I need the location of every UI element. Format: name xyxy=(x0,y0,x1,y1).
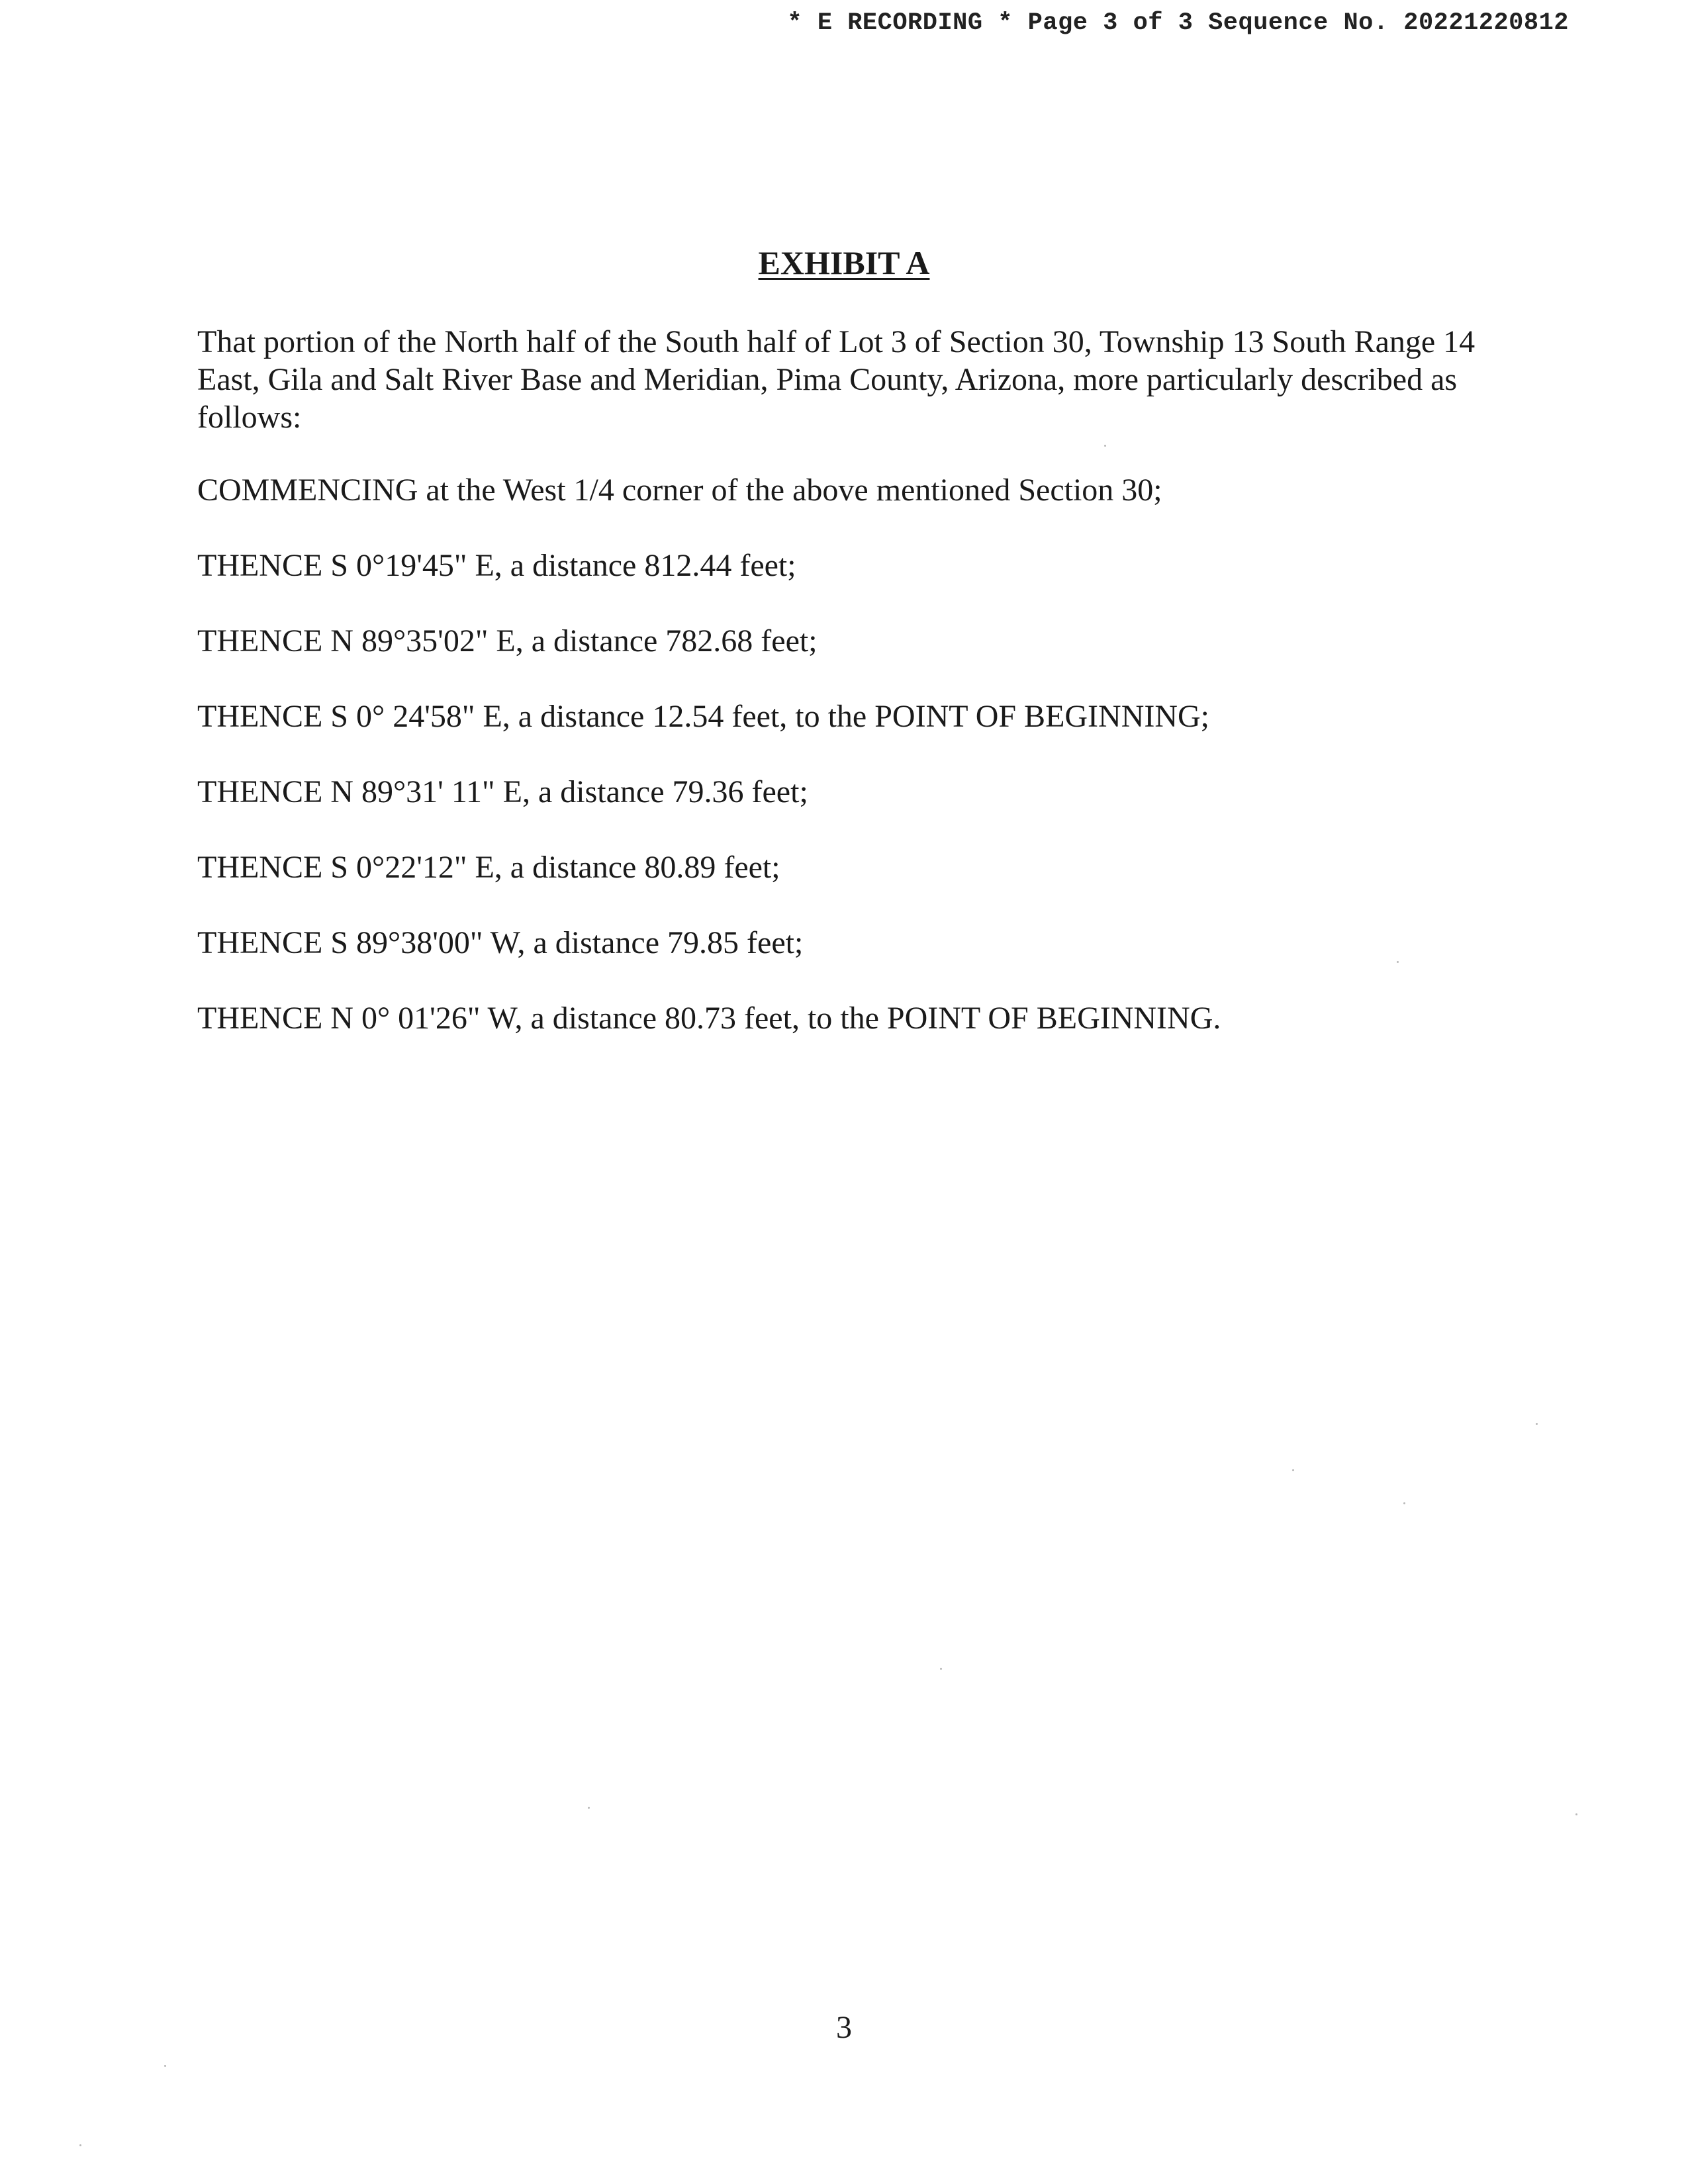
course-line: THENCE S 0°22'12" E, a distance 80.89 feet; xyxy=(197,850,780,885)
exhibit-title: EXHIBIT A xyxy=(758,244,930,281)
page-number: 3 xyxy=(836,2010,852,2045)
scan-speck xyxy=(1397,961,1399,963)
scan-speck xyxy=(940,1668,942,1670)
scan-speck xyxy=(588,1807,590,1809)
course-line: THENCE N 89°31' 11" E, a distance 79.36 feet; xyxy=(197,774,808,809)
course-line: THENCE N 0° 01'26" W, a distance 80.73 feet, to the POINT OF BEGINNING. xyxy=(197,1001,1221,1036)
scan-speck xyxy=(1104,445,1106,447)
course-line: THENCE S 0°19'45" E, a distance 812.44 feet; xyxy=(197,548,796,583)
scan-speck xyxy=(1536,1423,1538,1425)
course-line: THENCE N 89°35'02" E, a distance 782.68 feet; xyxy=(197,623,818,659)
recording-header: * E RECORDING * Page 3 of 3 Sequence No. 20221220812 xyxy=(787,9,1569,37)
course-line: THENCE S 89°38'00" W, a distance 79.85 feet; xyxy=(197,925,804,960)
scan-speck xyxy=(1292,1469,1294,1471)
scan-speck xyxy=(79,2144,81,2146)
legal-description-intro: That portion of the North half of the South half of Lot 3 of Section 30, Township 13 South Range 14 East, Gila and Salt River Base and Meridian, Pima County, Arizona, more particularly described as follows: xyxy=(197,324,1476,435)
commencing-statement: COMMENCING at the West 1/4 corner of the above mentioned Section 30; xyxy=(197,473,1162,508)
course-line: THENCE S 0° 24'58" E, a distance 12.54 feet, to the POINT OF BEGINNING; xyxy=(197,699,1210,734)
scan-speck xyxy=(1575,1813,1577,1815)
scan-speck xyxy=(164,2065,166,2067)
scan-speck xyxy=(1403,1502,1405,1504)
